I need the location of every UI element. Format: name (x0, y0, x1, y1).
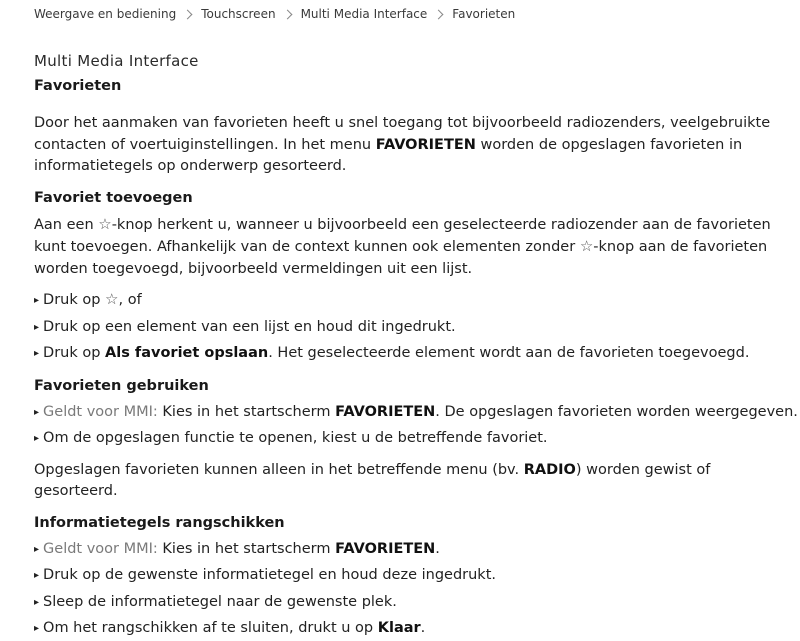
list-item (34, 565, 794, 588)
chevron-right-icon (282, 9, 292, 19)
chevron-right-icon (434, 9, 444, 19)
note-text: ) worden gewist of gesorteerd. (34, 461, 711, 499)
list-item (34, 402, 798, 425)
breadcrumb (34, 7, 515, 21)
star-icon: ☆ (579, 237, 594, 255)
step-text: , of (118, 292, 142, 308)
breadcrumb-current: Favorieten (452, 7, 516, 21)
step-text: Druk op (43, 345, 106, 361)
breadcrumb-item-touchscreen[interactable]: Touchscreen (201, 7, 276, 21)
step-text: . (420, 620, 426, 636)
page-title: Favorieten (34, 78, 122, 94)
breadcrumb-item-mmi[interactable]: Multi Media Interface (300, 7, 428, 21)
menu-name-favorieten: FAVORIETEN (335, 540, 436, 557)
add-paragraph (34, 214, 794, 281)
intro-paragraph (34, 113, 794, 178)
list-item (34, 289, 794, 313)
applies-to-label: Geldt voor MMI: (43, 540, 158, 557)
heading-favorieten-gebruiken: Favorieten gebruiken (34, 377, 209, 394)
step-text: Druk op (43, 292, 106, 308)
intro-text: Door het aanmaken van favorieten heeft u snel toegang tot bijvoorbeeld radiozenders, veelgebruikte contacten of voertuiginstellingen. In het menu (34, 115, 771, 153)
add-text: -knop herkent u, wanneer u bijvoorbeeld een geselecteerde radiozender aan de favorieten kunt toevoegen. Afhankelijk van de context kunnen ook elementen zonder (34, 216, 771, 255)
list-item (34, 539, 794, 562)
step-text: . (435, 540, 440, 557)
note-text: Opgeslagen favorieten kunnen alleen in het betreffende menu (bv. (34, 461, 524, 478)
bullet-arrow-icon: ▸ (34, 623, 40, 634)
bullet-arrow-icon: ▸ (34, 406, 40, 418)
menu-name-radio: RADIO (523, 461, 576, 478)
applies-to-label: Geldt voor MMI: (43, 403, 158, 420)
step-text: Om de opgeslagen functie te openen, kiest u de betreffende favoriet. (43, 430, 548, 446)
step-text: Kies in het startscherm (157, 403, 336, 420)
bullet-arrow-icon: ▸ (34, 348, 40, 359)
bullet-arrow-icon: ▸ (34, 295, 40, 306)
step-text: . Het geselecteerde element wordt aan de favorieten toegevoegd. (268, 345, 750, 361)
list-item (34, 343, 794, 366)
note-paragraph (34, 460, 794, 503)
intro-text: worden de opgeslagen favorieten in informatietegels op onderwerp gesorteerd. (34, 136, 743, 174)
list-item (34, 317, 794, 340)
step-text: Sleep de informatietegel naar de gewenste plek. (43, 593, 397, 610)
button-name-klaar: Klaar (377, 620, 421, 636)
add-text: Aan een (34, 216, 99, 233)
list-item (34, 428, 794, 451)
article-content (34, 50, 798, 641)
section-title: Multi Media Interface (34, 52, 199, 70)
list-item (34, 618, 794, 641)
chevron-right-icon (183, 9, 193, 19)
list-item (34, 592, 794, 615)
star-icon: ☆ (98, 214, 112, 233)
step-text: . De opgeslagen favorieten worden weergegeven. (435, 403, 798, 420)
bullet-arrow-icon: ▸ (34, 596, 40, 608)
heading-favoriet-toevoegen: Favoriet toevoegen (34, 189, 193, 206)
heading-informatietegels-rangschikken: Informatietegels rangschikken (34, 514, 285, 531)
star-icon: ☆ (105, 290, 119, 308)
bullet-arrow-icon: ▸ (34, 433, 40, 444)
step-text: Om het rangschikken af te sluiten, drukt u op (43, 620, 378, 636)
bullet-arrow-icon: ▸ (34, 570, 40, 581)
step-text: Druk op een element van een lijst en houd dit ingedrukt. (43, 318, 456, 335)
bullet-arrow-icon: ▸ (34, 543, 40, 555)
menu-name-favorieten: FAVORIETEN (375, 136, 476, 153)
menu-name-favorieten: FAVORIETEN (335, 403, 436, 420)
bullet-arrow-icon: ▸ (34, 321, 40, 333)
breadcrumb-item-weergave[interactable]: Weergave en bediening (34, 7, 177, 21)
button-name-als-favoriet-opslaan: Als favoriet opslaan (105, 345, 269, 361)
add-text: -knop aan de favorieten worden toegevoegd, bijvoorbeeld vermeldingen uit een lijst. (34, 239, 768, 277)
step-text: Druk op de gewenste informatietegel en houd deze ingedrukt. (43, 567, 496, 583)
step-text: Kies in het startscherm (157, 540, 336, 557)
